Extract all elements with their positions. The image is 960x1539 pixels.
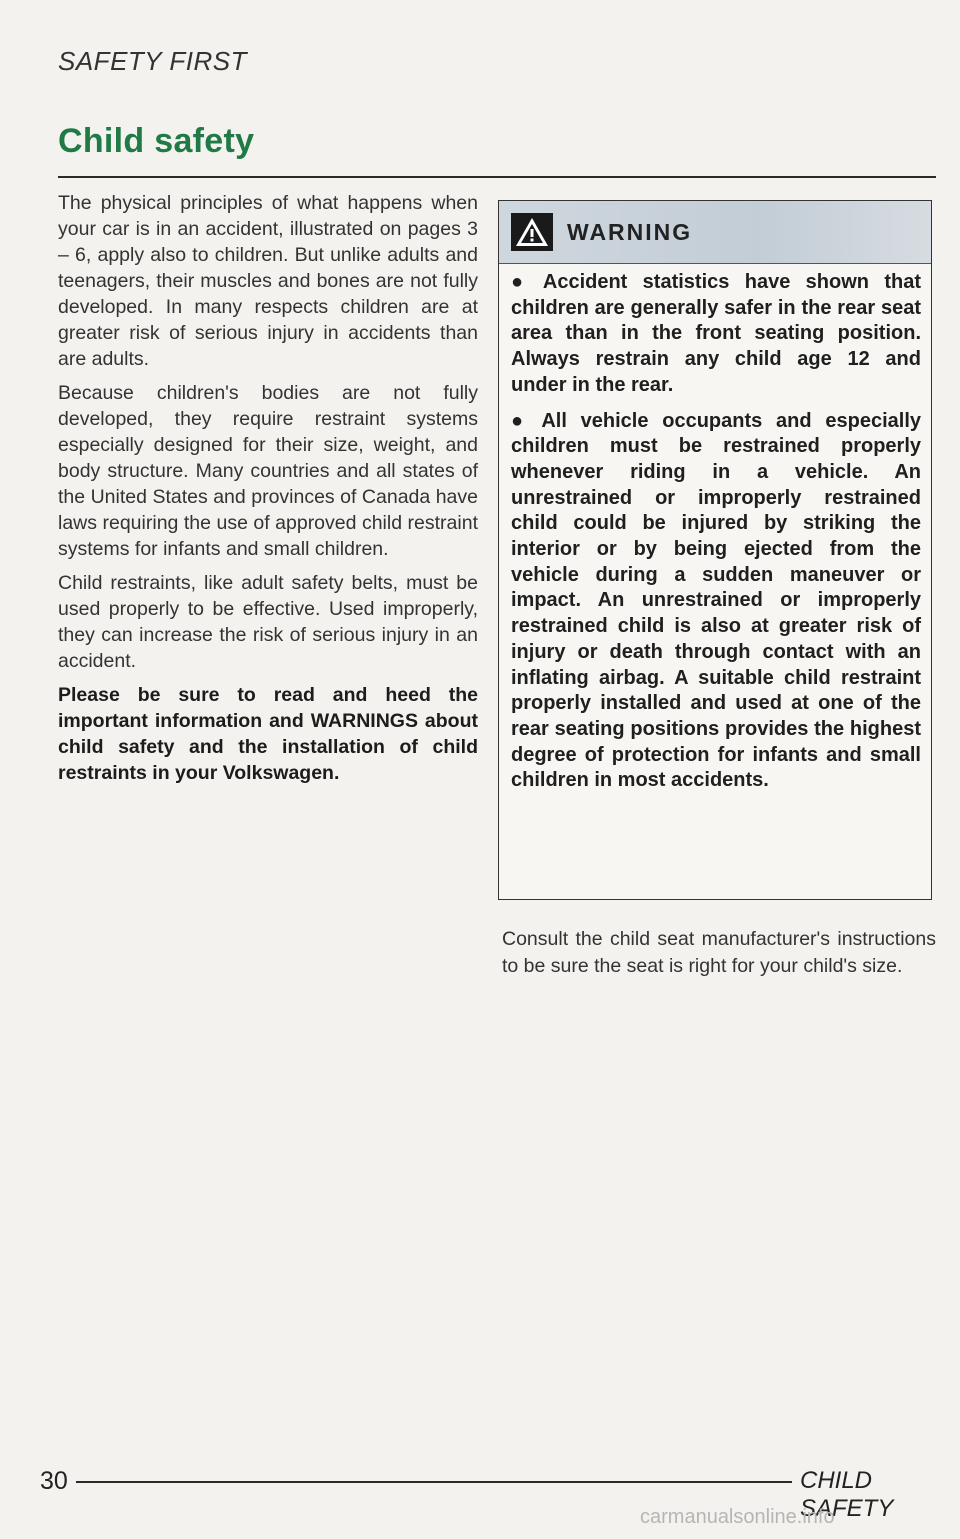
warning-header	[499, 201, 931, 264]
page-title: Child safety	[58, 122, 255, 160]
consult-paragraph: Consult the child seat manufacturer's instructions to be sure the seat is right for your child's size.	[502, 928, 936, 977]
warning-item-text: Accident statistics have shown that children are generally safer in the rear seat area than in the front seating position. Always restrain any child age 12 and under in the rear.	[511, 271, 921, 396]
warning-item-text: All vehicle occupants and especially children must be restrained properly whenever riding in a vehicle. An unrestrained or improperly restrained child could be injured by striking the interior or by being ejected from the vehicle during a sudden maneuver or impact. An unrestrained or improperly restrained child is also at greater risk of injury or death through contact with an inflating airbag. A suitable child restraint properly installed and used at one of the rear seating positions provides the highest degree of protection for infants and small children in most accidents.	[511, 409, 921, 792]
page-number: 30	[40, 1467, 68, 1495]
footer-section-label: CHILD SAFETY	[800, 1467, 894, 1522]
section-label: SAFETY FIRST	[58, 46, 247, 76]
warning-triangle-icon	[511, 213, 553, 251]
bullet-icon: ●	[511, 409, 532, 432]
paragraph-intro: The physical principles of what happens when your car is in an accident, illustrated on pages 3 – 6, apply also to children. But unlike adults and teenagers, their muscles and bones are not fully developed. In many respects children are at greater risk of serious injury in accidents than are adults.	[58, 192, 478, 370]
paragraph-restraint-laws: Because children's bodies are not fully developed, they require restraint systems especially designed for their size, weight, and body structure. Many countries and all states of the United States and provinces of Canada have laws requiring the use of approved child restraint systems for infants and small children.	[58, 382, 478, 560]
warning-item	[511, 270, 921, 399]
warning-body	[499, 264, 931, 794]
footer-divider	[76, 1481, 792, 1483]
warning-box	[498, 200, 932, 900]
warning-title: WARNING	[567, 218, 693, 245]
bullet-icon: ●	[511, 271, 533, 293]
left-column	[58, 190, 478, 794]
top-divider	[58, 176, 936, 178]
paragraph-emphasis: Please be sure to read and heed the important information and WARNINGS about child safety and the installation of child restraints in your Volkswagen.	[58, 684, 478, 784]
watermark: carmanualsonline.info	[640, 1506, 835, 1528]
warning-item	[511, 409, 921, 795]
paragraph-proper-use: Child restraints, like adult safety belts, must be used properly to be effective. Used improperly, they can increase the risk of serious injury in an accident.	[58, 572, 478, 672]
